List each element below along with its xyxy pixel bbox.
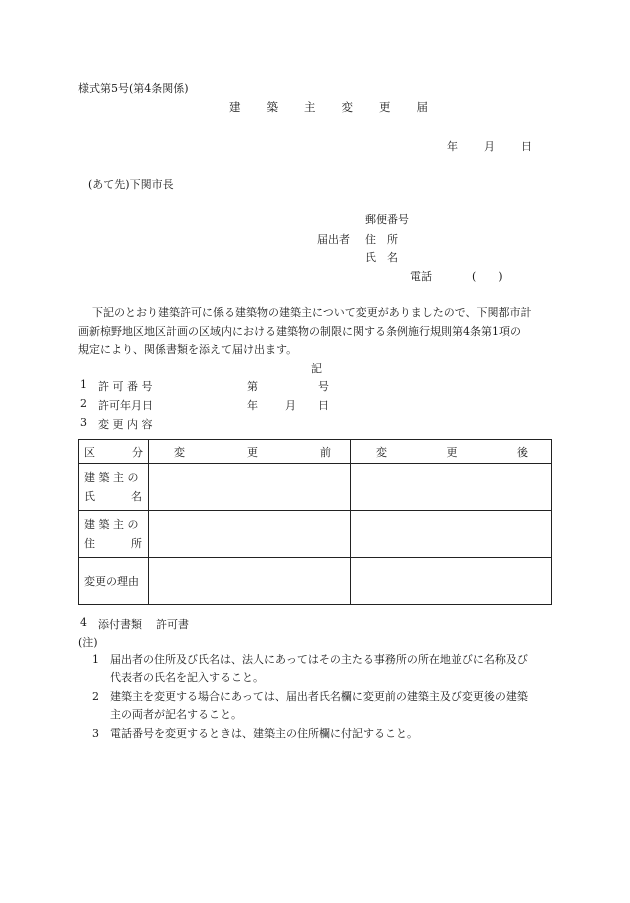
note-2: 2 建築主を変更する場合にあっては、届出者氏名欄に変更前の建築主及び変更後の建築 主の両者が記名すること。 [92,690,528,721]
form-id: 様式第5号(第4条関係) [78,82,189,95]
phone-parens: ( ) [472,270,503,283]
body-line-1: 下記のとおり建築許可に係る建築物の建築主について変更がありましたので、下関都市計 [92,306,532,319]
postal-label: 郵便番号 [365,213,409,226]
item-1-number: 1 [80,378,87,391]
row-reason-label: 変更の理由 [79,558,149,605]
item-3-number: 3 [80,416,87,429]
owner-name-after-cell[interactable] [351,464,552,511]
item-4-label: 添付書類 [98,618,142,631]
item-2-year: 年 [247,399,258,412]
reason-after-cell[interactable] [351,558,552,605]
item-1-label: 許 可 番 号 [98,380,153,393]
date-line [447,138,532,154]
table-row [79,558,552,605]
body-line-3: 規定により、関係書類を添えて届け出ます。 [78,343,298,356]
body-line-2: 画新椋野地区地区計画の区域内における建築物の制限に関する条例施行規則第4条第1項の [78,325,521,338]
owner-address-after-cell[interactable] [351,511,552,558]
item-4-number: 4 [80,616,87,629]
address-label: 住 所 [365,233,398,246]
item-1-dai: 第 [247,380,258,393]
item-3-label: 変 更 内 容 [98,418,153,431]
item-2-number: 2 [80,397,87,410]
notes-title: (注) [78,636,98,649]
item-2-day: 日 [318,399,329,412]
document-title: 建築主変更届 [229,100,454,114]
table-header-row [79,440,552,464]
item-1-go: 号 [318,380,329,393]
date-year: 年 [447,140,458,153]
item-2-month: 月 [285,399,296,412]
addressee: (あて先)下関市長 [88,178,174,191]
item-4-value: 許可書 [156,618,189,631]
owner-address-before-cell[interactable] [149,511,351,558]
ki-label: 記 [311,362,322,375]
item-2-label: 許可年月日 [98,399,153,412]
header-before: 変 更 前 [149,440,351,464]
owner-name-before-cell[interactable] [149,464,351,511]
row-owner-address-label: 建 築 主 の 住 所 [79,511,149,558]
note-3: 3 電話番号を変更するときは、建築主の住所欄に付記すること。 [92,727,418,740]
table-row [79,511,552,558]
reason-before-cell[interactable] [149,558,351,605]
name-label: 氏 名 [365,251,398,264]
table-row [79,464,552,511]
date-month: 月 [484,140,495,153]
date-day: 日 [521,140,532,153]
row-owner-name-label: 建 築 主 の 氏 名 [79,464,149,511]
header-after: 変 更 後 [351,440,552,464]
change-table [78,439,552,605]
applicant-role: 届出者 [317,233,350,246]
phone-label: 電話 [410,270,432,283]
header-kubun: 区 分 [79,440,149,464]
note-1: 1 届出者の住所及び氏名は、法人にあってはその主たる事務所の所在地並びに名称及び 代表者の氏名を記入すること。 [92,653,528,684]
